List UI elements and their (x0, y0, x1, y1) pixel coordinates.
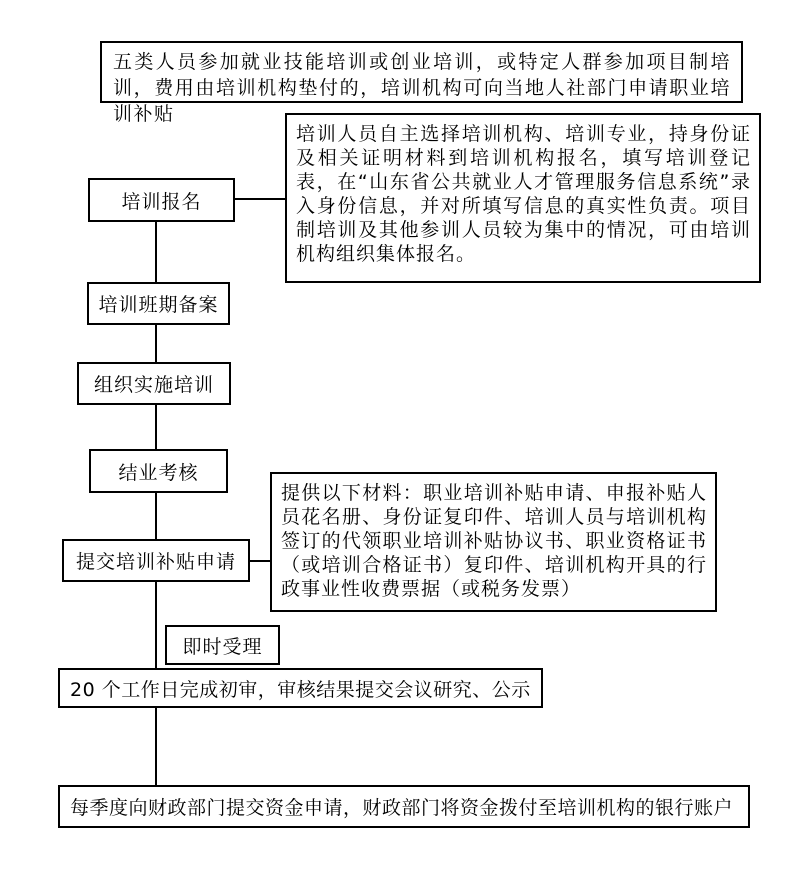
connector-apply-review (155, 582, 157, 668)
note-materials: 提供以下材料：职业培训补贴申请、申报补贴人员花名册、身份证复印件、培训人员与培训机构签订的代领职业培训补贴协议书、职业资格证书（或培训合格证书）复印件、培训机构开具的行政事业性收费票据（或税务发票） (270, 472, 717, 612)
connector-apply-note (250, 560, 270, 562)
connector-assessment-apply (155, 493, 157, 539)
step-register: 培训报名 (88, 178, 235, 222)
connector-register-filing (155, 222, 157, 282)
connector-register-note (235, 198, 285, 200)
connector-implement-assessment (155, 405, 157, 449)
step-review: 20 个工作日完成初审，审核结果提交会议研究、公示 (58, 668, 543, 708)
connector-filing-implement (155, 325, 157, 362)
step-filing: 培训班期备案 (87, 282, 230, 325)
step-implement: 组织实施培训 (77, 362, 231, 405)
step-funding: 每季度向财政部门提交资金申请，财政部门将资金拨付至培训机构的银行账户 (58, 785, 750, 828)
step-apply: 提交培训补贴申请 (62, 539, 250, 582)
connector-review-funding (155, 708, 157, 785)
step-assessment: 结业考核 (89, 449, 228, 493)
intro-box: 五类人员参加就业技能培训或创业培训，或特定人群参加项目制培训，费用由培训机构垫付的，培训机构可向当地人社部门申请职业培训补贴 (100, 41, 743, 103)
step-accept: 即时受理 (165, 625, 280, 665)
note-registration: 培训人员自主选择培训机构、培训专业，持身份证及相关证明材料到培训机构报名，填写培训登记表，在“山东省公共就业人才管理服务信息系统”录入身份信息，并对所填写信息的真实性负责。项目制培训及其他参训人员较为集中的情况，可由培训机构组织集体报名。 (285, 113, 761, 283)
